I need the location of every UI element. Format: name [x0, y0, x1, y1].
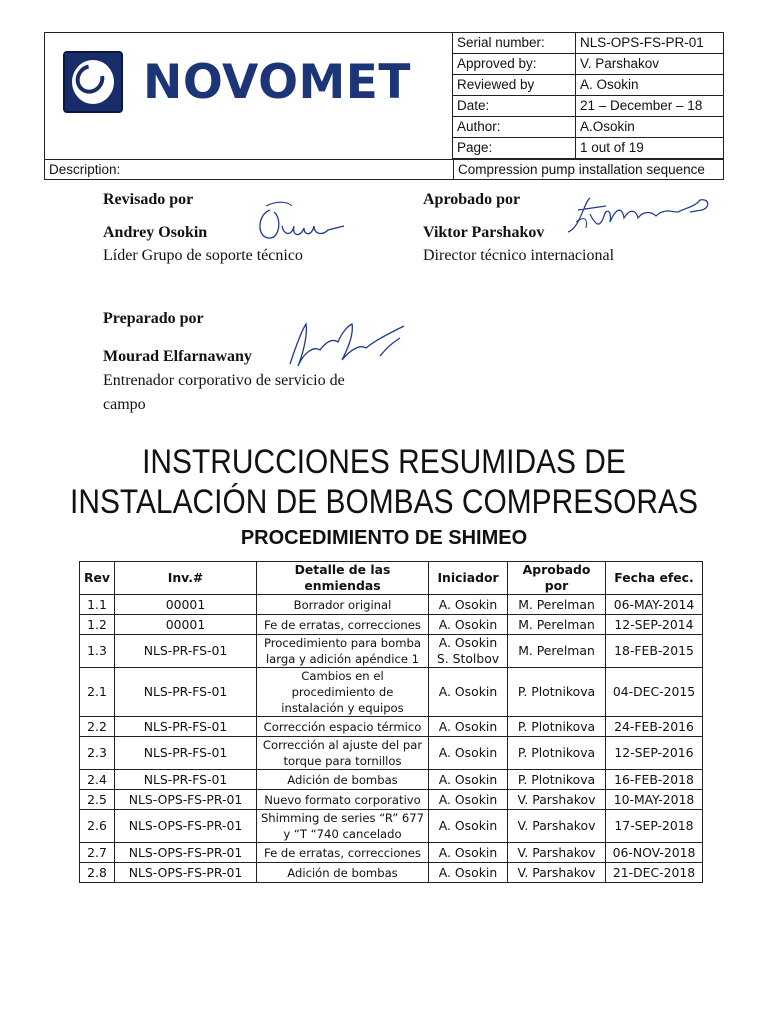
table-row: [80, 668, 703, 717]
detail-cell: [257, 737, 429, 770]
inv-cell: 00001: [115, 595, 257, 615]
detail-cell-line: y “T “740 cancelado: [283, 827, 402, 841]
detail-cell-line: larga y adición apéndice 1: [265, 652, 420, 666]
approved-cell: P. Plotnikova: [508, 737, 606, 770]
inv-cell: NLS-PR-FS-01: [115, 737, 257, 770]
rev-cell: 2.4: [80, 770, 115, 790]
date-cell: 06-NOV-2018: [606, 843, 703, 863]
initiator-cell: [429, 790, 508, 810]
initiator-cell-line: A. Osokin: [438, 844, 498, 860]
reviewer-role: Líder Grupo de soporte técnico: [103, 247, 303, 264]
initiator-cell-line: A. Osokin: [438, 818, 498, 833]
inv-cell: 00001: [115, 615, 257, 635]
meta-label: Date:: [453, 96, 576, 117]
approved-cell: V. Parshakov: [508, 810, 606, 843]
inv-cell: NLS-OPS-FS-PR-01: [115, 810, 257, 843]
initiator-cell-line: S. Stolbov: [436, 651, 500, 666]
date-cell: 12-SEP-2016: [606, 737, 703, 770]
reviewer-name: Andrey Osokin: [103, 224, 208, 241]
table-row: [80, 595, 703, 615]
detail-cell: [257, 843, 429, 863]
detail-cell-line: Adición de bombas: [287, 865, 398, 880]
meta-row: [453, 54, 724, 75]
meta-value: 1 out of 19: [576, 138, 725, 159]
inv-cell: NLS-OPS-FS-PR-01: [115, 843, 257, 863]
inv-cell: NLS-OPS-FS-PR-01: [115, 790, 257, 810]
detail-cell-line: Procedimiento para bomba: [263, 636, 422, 650]
initiator-cell-line: A. Osokin: [438, 616, 498, 632]
table-row: [80, 790, 703, 810]
column-header: Aprobado por: [508, 562, 606, 595]
approved-cell: P. Plotnikova: [508, 668, 606, 717]
detail-cell-line: Shimming de series “R” 677: [260, 811, 425, 825]
date-cell: 12-SEP-2014: [606, 615, 703, 635]
table-row: [80, 843, 703, 863]
detail-cell-line: Cambios en el: [301, 669, 384, 683]
detail-cell: [257, 863, 429, 883]
approver-name: Viktor Parshakov: [423, 224, 545, 241]
column-header: Fecha efec.: [606, 562, 703, 595]
approved-heading: Aprobado por: [423, 191, 521, 208]
document-header: [44, 32, 724, 180]
rev-cell: 2.7: [80, 843, 115, 863]
rev-cell: 1.2: [80, 615, 115, 635]
preparer-name: Mourad Elfarnawany: [103, 348, 252, 365]
approved-cell: P. Plotnikova: [508, 770, 606, 790]
meta-value: 21 – December – 18: [576, 96, 725, 117]
meta-label: Approved by:: [453, 54, 576, 75]
detail-cell: [257, 770, 429, 790]
document-subtitle: PROCEDIMIENTO DE SHIMEO: [240, 527, 528, 549]
detail-cell-line: instalación y equipos: [281, 701, 404, 715]
approved-cell: M. Perelman: [508, 595, 606, 615]
rev-cell: 2.5: [80, 790, 115, 810]
prepared-heading: Preparado por: [103, 310, 204, 327]
initiator-cell-line: A. Osokin: [438, 771, 498, 787]
detail-cell: [257, 595, 429, 615]
description-row: [45, 159, 723, 180]
preparer-signature: [280, 316, 412, 376]
inv-cell: NLS-PR-FS-01: [115, 635, 257, 668]
column-header: Rev: [80, 562, 115, 595]
approver-signature: [560, 188, 720, 244]
revision-history-table: [79, 561, 703, 883]
initiator-cell: [429, 863, 508, 883]
rev-cell: 1.3: [80, 635, 115, 668]
initiator-cell: [429, 615, 508, 635]
meta-label: Reviewed by: [453, 75, 576, 96]
detail-cell: [257, 810, 429, 843]
approver-role: Director técnico internacional: [423, 247, 615, 264]
detail-cell-line: Corrección espacio térmico: [263, 719, 422, 734]
inv-cell: NLS-PR-FS-01: [115, 668, 257, 717]
rev-cell: 1.1: [80, 595, 115, 615]
detail-cell: [257, 635, 429, 668]
table-row: [80, 810, 703, 843]
meta-row: [453, 138, 724, 159]
detail-cell: [257, 717, 429, 737]
detail-cell-line: Borrador original: [293, 597, 392, 612]
rev-cell: 2.2: [80, 717, 115, 737]
detail-cell: [257, 790, 429, 810]
detail-cell-line: Corrección al ajuste del par: [262, 738, 423, 752]
reviewer-signature: [248, 196, 348, 244]
meta-row: [453, 33, 724, 54]
table-row: [80, 737, 703, 770]
document-title-line1: INSTRUCCIONES RESUMIDAS DE: [142, 443, 626, 481]
date-cell: 17-SEP-2018: [606, 810, 703, 843]
approved-cell: M. Perelman: [508, 635, 606, 668]
approved-cell: V. Parshakov: [508, 790, 606, 810]
table-header-row: [80, 562, 703, 595]
detail-cell-line: Fe de erratas, correcciones: [264, 617, 421, 632]
rev-cell: 2.8: [80, 863, 115, 883]
date-cell: 04-DEC-2015: [606, 668, 703, 717]
company-logo: [63, 51, 411, 113]
date-cell: 24-FEB-2016: [606, 717, 703, 737]
approved-cell: V. Parshakov: [508, 863, 606, 883]
initiator-cell-line: A. Osokin: [438, 684, 498, 699]
initiator-cell-line: A. Osokin: [438, 718, 498, 734]
initiator-cell: [429, 810, 508, 843]
column-header: Iniciador: [429, 562, 508, 595]
inv-cell: NLS-PR-FS-01: [115, 770, 257, 790]
column-header: Detalle de las enmiendas: [257, 562, 429, 595]
meta-label: Author:: [453, 117, 576, 138]
detail-cell-line: procedimiento de: [291, 685, 394, 699]
initiator-cell-line: A. Osokin: [438, 745, 498, 760]
approved-cell: V. Parshakov: [508, 843, 606, 863]
initiator-cell: [429, 595, 508, 615]
meta-label: Page:: [453, 138, 576, 159]
logo-wordmark: NOVOMET: [143, 54, 411, 110]
detail-cell-line: torque para tornillos: [283, 754, 402, 768]
date-cell: 18-FEB-2015: [606, 635, 703, 668]
initiator-cell-line: A. Osokin: [438, 596, 498, 612]
initiator-cell: [429, 737, 508, 770]
approved-cell: M. Perelman: [508, 615, 606, 635]
date-cell: 10-MAY-2018: [606, 790, 703, 810]
rev-cell: 2.1: [80, 668, 115, 717]
description-value: Compression pump installation sequence: [453, 160, 705, 180]
meta-value: V. Parshakov: [576, 54, 725, 75]
initiator-cell-line: A. Osokin: [438, 635, 498, 650]
rev-cell: 2.3: [80, 737, 115, 770]
date-cell: 21-DEC-2018: [606, 863, 703, 883]
meta-row: [453, 96, 724, 117]
meta-label: Serial number:: [453, 33, 576, 54]
inv-cell: NLS-OPS-FS-PR-01: [115, 863, 257, 883]
detail-cell: [257, 615, 429, 635]
meta-row: [453, 117, 724, 138]
document-title-line2: INSTALACIÓN DE BOMBAS COMPRESORAS: [70, 483, 698, 521]
rev-cell: 2.6: [80, 810, 115, 843]
reviewed-heading: Revisado por: [103, 191, 194, 208]
table-row: [80, 770, 703, 790]
table-row: [80, 615, 703, 635]
initiator-cell: [429, 843, 508, 863]
novomet-logo-icon: [63, 51, 123, 113]
preparer-role-line2: campo: [103, 396, 146, 413]
initiator-cell-line: A. Osokin: [438, 864, 498, 880]
table-row: [80, 717, 703, 737]
detail-cell-line: Adición de bombas: [287, 772, 398, 787]
inv-cell: NLS-PR-FS-01: [115, 717, 257, 737]
meta-value: A. Osokin: [576, 75, 725, 96]
date-cell: 16-FEB-2018: [606, 770, 703, 790]
description-label: Description:: [49, 162, 121, 177]
logo-area: [45, 33, 453, 159]
initiator-cell: [429, 668, 508, 717]
initiator-cell: [429, 770, 508, 790]
table-row: [80, 863, 703, 883]
detail-cell: [257, 668, 429, 717]
table-row: [80, 635, 703, 668]
meta-value: NLS-OPS-FS-PR-01: [576, 33, 725, 54]
meta-value: A.Osokin: [576, 117, 725, 138]
initiator-cell: [429, 717, 508, 737]
meta-row: [453, 75, 724, 96]
approved-cell: P. Plotnikova: [508, 717, 606, 737]
detail-cell-line: Fe de erratas, correcciones: [264, 845, 421, 860]
date-cell: 06-MAY-2014: [606, 595, 703, 615]
column-header: Inv.#: [115, 562, 257, 595]
initiator-cell: [429, 635, 508, 668]
initiator-cell-line: A. Osokin: [438, 791, 498, 807]
document-meta-table: [453, 33, 724, 159]
detail-cell-line: Nuevo formato corporativo: [264, 792, 421, 807]
preparer-role-line1: Entrenador corporativo de servicio de: [103, 372, 345, 389]
